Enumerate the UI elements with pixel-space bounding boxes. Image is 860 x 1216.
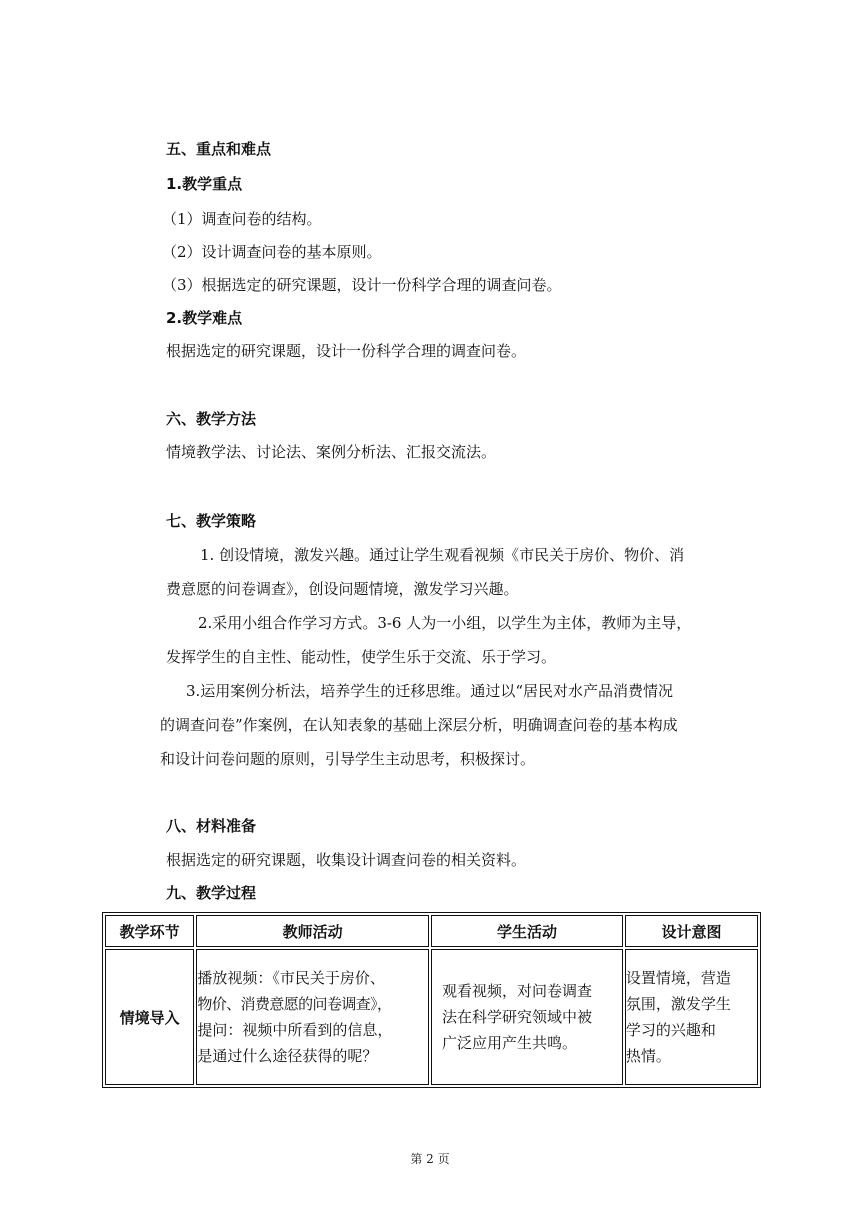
strategy-2-line-1: 2.采用小组合作学习方式。3-6 人为一小组，以学生为主体，教师为主导，: [198, 614, 692, 632]
intent-line: 热情。: [625, 1047, 671, 1065]
student-activity-cell: [431, 949, 623, 1085]
difficulty-title: 2.教学难点: [166, 309, 243, 327]
header-stage: 教学环节: [105, 915, 194, 947]
key-point-2: （2）设计调查问卷的基本原则。: [162, 243, 382, 261]
strategy-1-line-2: 费意愿的问卷调查》，创设问题情境，激发学习兴趣。: [166, 580, 519, 598]
key-point-1: （1）调查问卷的结构。: [162, 210, 322, 228]
strategy-3-line-3: 和设计问卷问题的原则，引导学生主动思考，积极探讨。: [160, 750, 536, 768]
section-5-title: 五、重点和难点: [166, 140, 272, 158]
methods-text: 情境教学法、讨论法、案例分析法、汇报交流法。: [166, 443, 497, 461]
teaching-process-table: [102, 912, 761, 1088]
student-line: 广泛应用产生共鸣。: [442, 1034, 578, 1052]
strategy-3-line-1: 3.运用案例分析法，培养学生的迁移思维。通过以“居民对水产品消费情况: [186, 682, 673, 700]
key-points-title: 1.教学重点: [166, 175, 243, 193]
design-intent-cell: [625, 949, 758, 1085]
section-8-title: 八、材料准备: [166, 817, 257, 835]
section-7-title: 七、教学策略: [166, 512, 257, 530]
student-line: 观看视频，对问卷调查: [442, 982, 593, 1000]
page-number: 第 2 页: [410, 1152, 450, 1166]
materials-text: 根据选定的研究课题，收集设计调查问卷的相关资料。: [166, 851, 527, 869]
header-intent: 设计意图: [625, 915, 758, 947]
key-point-3: （3）根据选定的研究课题，设计一份科学合理的调查问卷。: [162, 276, 562, 294]
teacher-activity-cell: [196, 949, 429, 1085]
table-row: [105, 949, 758, 1085]
strategy-1-line-1: 1. 创设情境，激发兴趣。通过让学生观看视频《市民关于房价、物价、消: [200, 546, 685, 564]
difficulty-text: 根据选定的研究课题，设计一份科学合理的调查问卷。: [166, 342, 527, 360]
student-line: 法在科学研究领域中被: [442, 1008, 593, 1026]
table-header-row: [105, 915, 758, 947]
intent-line: 氛围，激发学生: [625, 995, 731, 1013]
strategy-3-line-2: 的调查问卷”作案例，在认知表象的基础上深层分析，明确调查问卷的基本构成: [160, 716, 678, 734]
stage-cell: 情境导入: [105, 949, 194, 1085]
header-teacher: 教师活动: [196, 915, 429, 947]
teacher-line: 物价、消费意愿的问卷调查》，: [197, 995, 392, 1013]
intent-line: 学习的兴趣和: [625, 1021, 716, 1039]
intent-line: 设置情境，营造: [625, 969, 731, 987]
section-6-title: 六、教学方法: [166, 410, 257, 428]
teacher-line: 播放视频：《市民关于房价、: [197, 969, 385, 987]
teacher-line: 是通过什么途径获得的呢？: [197, 1047, 378, 1065]
section-9-title: 九、教学过程: [166, 884, 257, 902]
strategy-2-line-2: 发挥学生的自主性、能动性，使学生乐于交流、乐于学习。: [166, 648, 557, 666]
teacher-line: 提问：视频中所看到的信息，: [197, 1021, 393, 1039]
header-student: 学生活动: [431, 915, 623, 947]
